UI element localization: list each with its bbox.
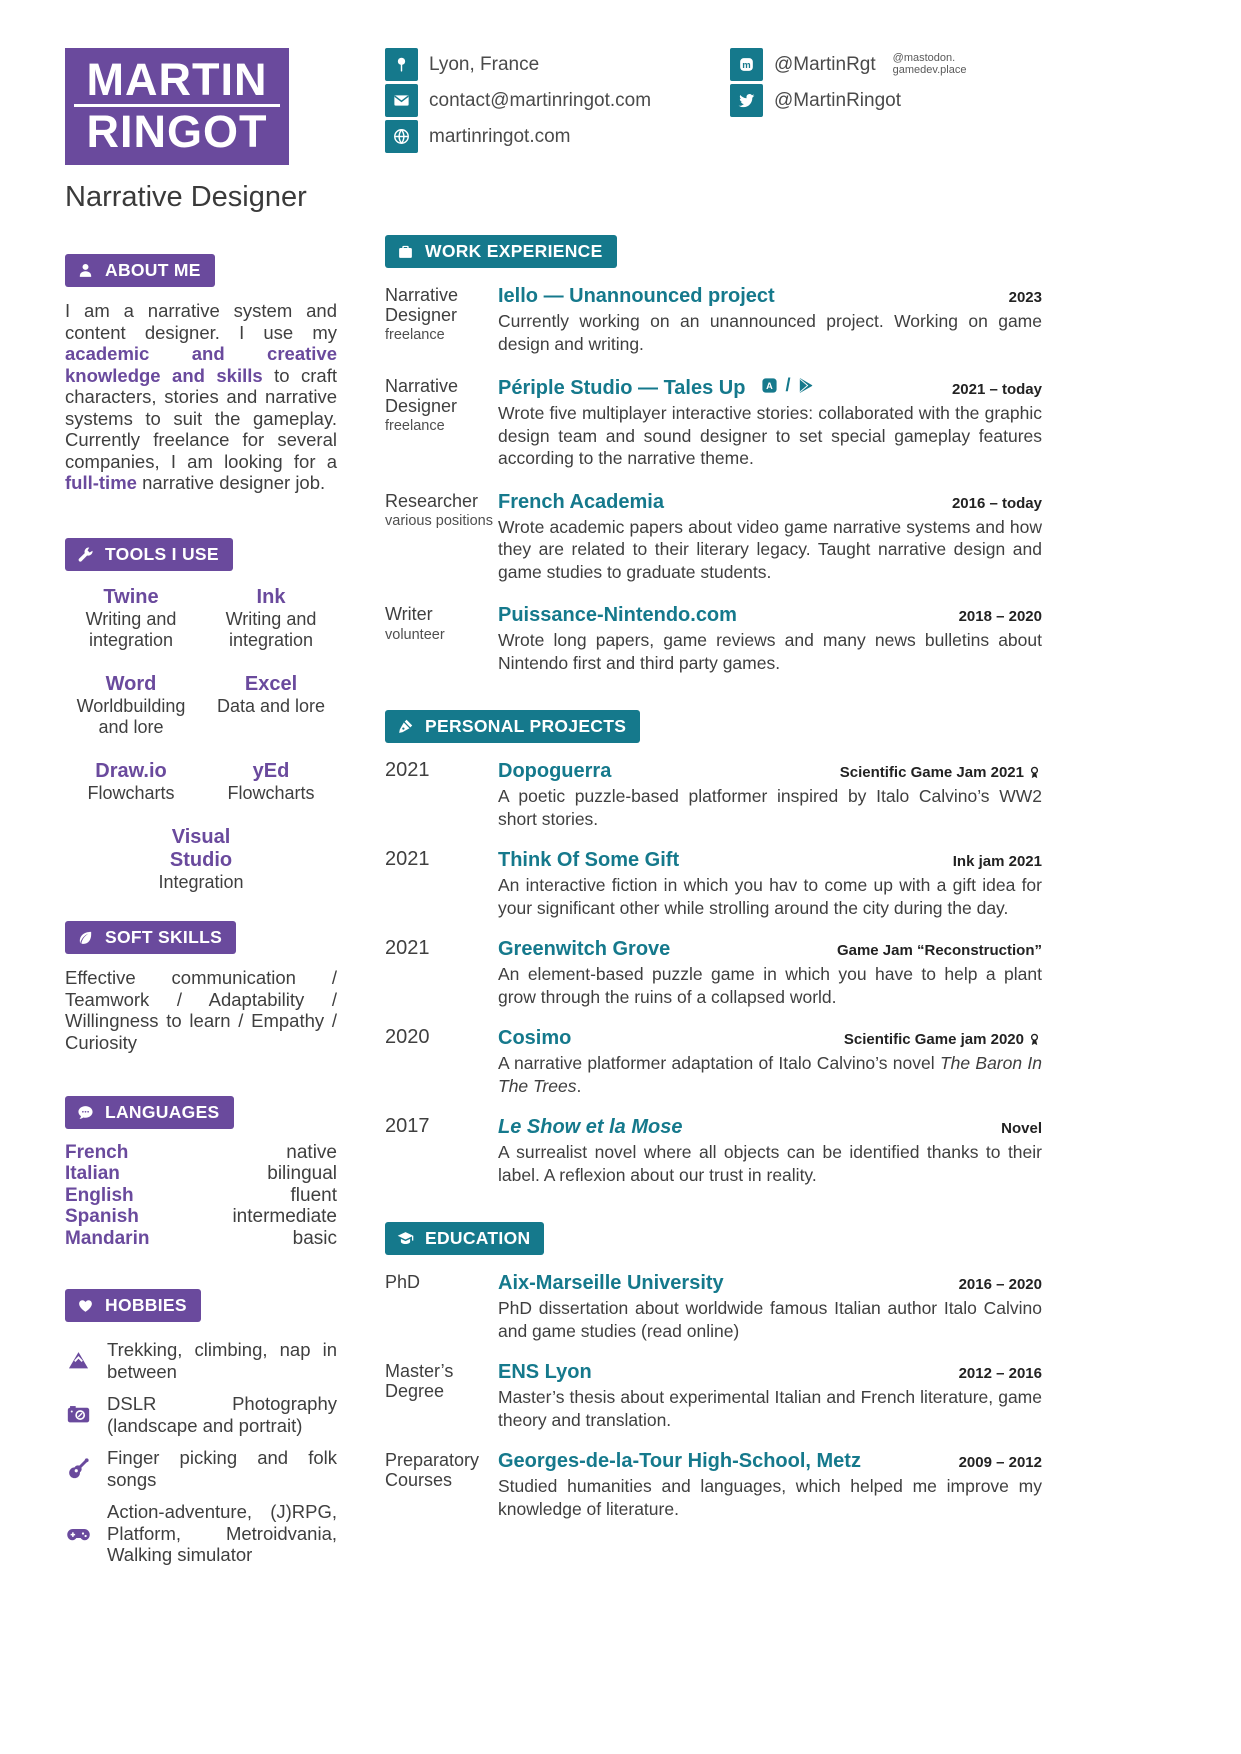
tool-name: Excel bbox=[244, 673, 298, 695]
project-year: 2021 bbox=[385, 759, 430, 781]
work-entry-body bbox=[498, 284, 1042, 355]
hobby-trekking bbox=[65, 1339, 337, 1382]
work-title-row bbox=[498, 603, 1042, 627]
project-year: 2021 bbox=[385, 937, 430, 959]
about-text-emphasis: academic and creative knowledge and skills bbox=[65, 343, 337, 386]
section-header-work-experience bbox=[385, 235, 617, 268]
section-title: ABOUT ME bbox=[105, 260, 201, 280]
work-date: 2016 – today bbox=[951, 494, 1042, 512]
svg-text:A: A bbox=[766, 380, 774, 391]
work-title-row bbox=[498, 375, 1042, 400]
hobby-text: Finger picking and folk songs bbox=[107, 1447, 337, 1490]
project-desc: An element-based puzzle game in which you have to help a plant grow through the ruins of a collapsed world. bbox=[498, 964, 1042, 1007]
section-title: EDUCATION bbox=[425, 1228, 531, 1248]
education-desc: Master’s thesis about experimental Italian and French literature, game theory and translation. bbox=[498, 1387, 1042, 1430]
hobby-video-games bbox=[65, 1501, 337, 1566]
project-desc: A surrealist novel where all objects can be identified thanks to their label. A reflexion about our trust in reality. bbox=[498, 1142, 1042, 1185]
tool-item-drawio bbox=[65, 760, 197, 804]
project-tag-text: Scientific Game jam 2020 bbox=[843, 1031, 1024, 1048]
education-desc: Studied humanities and languages, which helped me improve my knowledge of literature. bbox=[498, 1476, 1042, 1519]
hobbies-list bbox=[65, 1339, 337, 1566]
about-text-part: narrative designer job. bbox=[136, 472, 326, 493]
language-name: Spanish bbox=[65, 1206, 139, 1227]
hobby-photography bbox=[65, 1393, 337, 1436]
work-company: Périple Studio — Tales Up bbox=[498, 377, 746, 399]
tool-desc: Data and lore bbox=[216, 696, 326, 716]
guitar-icon bbox=[65, 1455, 92, 1482]
education-date: 2009 – 2012 bbox=[958, 1454, 1042, 1471]
contact-location-text: Lyon, France bbox=[429, 53, 540, 75]
language-name: English bbox=[65, 1184, 134, 1206]
tool-item-visual-studio bbox=[65, 826, 337, 893]
education-entry-phd bbox=[385, 1271, 1042, 1342]
education-entries bbox=[385, 1271, 1042, 1520]
tool-item-word bbox=[65, 673, 197, 738]
tool-item-excel bbox=[205, 673, 337, 738]
language-level: fluent bbox=[290, 1184, 337, 1206]
hobby-text: Action-adventure, (J)RPG, Platform, Metroidvania, Walking simulator bbox=[107, 1501, 337, 1565]
section-title: HOBBIES bbox=[105, 1295, 187, 1315]
contact-location bbox=[385, 48, 730, 81]
work-entry-role-col bbox=[385, 284, 498, 355]
education-title-row bbox=[498, 1271, 1042, 1295]
project-body bbox=[498, 937, 1042, 1008]
project-tag bbox=[830, 764, 1042, 781]
education-body bbox=[498, 1449, 1042, 1520]
hobby-text: DSLR Photography (landscape and portrait) bbox=[107, 1393, 337, 1436]
project-title-row bbox=[498, 1026, 1042, 1050]
work-company: Puissance-Nintendo.com bbox=[498, 604, 737, 626]
work-date: 2018 – 2020 bbox=[958, 608, 1042, 625]
contact-block bbox=[385, 48, 1042, 153]
work-role: Narrative Designer bbox=[385, 285, 459, 325]
project-title-row bbox=[498, 759, 1042, 783]
speech-bubble-icon bbox=[77, 1104, 94, 1121]
project-entry-greenwitch-grove bbox=[385, 937, 1042, 1008]
gamepad-icon bbox=[65, 1520, 92, 1547]
tools-grid bbox=[65, 586, 337, 893]
language-row bbox=[65, 1228, 337, 1250]
contact-mastodon-handle[interactable]: @MartinRgt bbox=[774, 53, 876, 75]
tool-desc: Writing and integration bbox=[225, 609, 317, 650]
person-icon bbox=[77, 262, 94, 279]
name-line-2: RINGOT bbox=[86, 106, 268, 157]
project-desc-part: A narrative platformer adaptation of Italo Calvino’s novel bbox=[498, 1053, 940, 1073]
education-degree: PhD bbox=[385, 1272, 421, 1292]
sidebar bbox=[65, 48, 337, 1566]
contact-email-text[interactable]: contact@martinringot.com bbox=[429, 89, 652, 111]
contact-email[interactable] bbox=[385, 84, 730, 117]
project-title-row bbox=[498, 937, 1042, 961]
language-row bbox=[65, 1163, 337, 1185]
project-year: 2017 bbox=[385, 1115, 430, 1137]
education-entry-masters bbox=[385, 1360, 1042, 1431]
about-text-emphasis: full-time bbox=[65, 472, 137, 493]
location-pin-icon bbox=[385, 48, 418, 81]
about-text bbox=[65, 300, 337, 494]
work-date: 2021 – today bbox=[951, 381, 1042, 398]
work-role: Narrative Designer bbox=[385, 376, 459, 416]
section-header-tools bbox=[65, 538, 233, 571]
project-entries bbox=[385, 759, 1042, 1186]
store-links bbox=[761, 375, 814, 396]
project-body bbox=[498, 1115, 1042, 1186]
work-entry-french-academia bbox=[385, 490, 1042, 584]
heart-icon bbox=[77, 1297, 94, 1314]
project-entry-le-show-et-la-mose bbox=[385, 1115, 1042, 1186]
work-entry-periple-studio bbox=[385, 375, 1042, 470]
job-title: Narrative Designer bbox=[65, 181, 307, 213]
work-entry-body bbox=[498, 375, 1042, 470]
work-entry-body bbox=[498, 490, 1042, 584]
section-title: TOOLS I USE bbox=[105, 544, 219, 564]
tool-desc: Flowcharts bbox=[227, 783, 315, 803]
medal-icon bbox=[1027, 1032, 1042, 1047]
project-name: Le Show et la Mose bbox=[498, 1116, 683, 1138]
education-body bbox=[498, 1271, 1042, 1342]
project-tag bbox=[834, 1031, 1042, 1048]
education-title-row bbox=[498, 1360, 1042, 1384]
project-body bbox=[498, 848, 1042, 919]
briefcase-icon bbox=[397, 243, 414, 260]
language-row bbox=[65, 1185, 337, 1207]
section-header-hobbies bbox=[65, 1289, 201, 1322]
work-entries bbox=[385, 284, 1042, 674]
language-row bbox=[65, 1206, 337, 1228]
project-tag-text: Scientific Game Jam 2021 bbox=[839, 764, 1024, 781]
contact-mastodon-host bbox=[893, 53, 967, 76]
project-entry-cosimo bbox=[385, 1026, 1042, 1097]
language-level: intermediate bbox=[232, 1206, 337, 1227]
section-title: SOFT SKILLS bbox=[105, 927, 223, 947]
section-header-soft-skills bbox=[65, 921, 236, 954]
contact-column-right bbox=[730, 48, 966, 153]
contact-mastodon[interactable] bbox=[730, 48, 966, 81]
contact-column-left bbox=[385, 48, 730, 153]
tool-name: Word bbox=[105, 673, 157, 695]
language-name: French bbox=[65, 1141, 129, 1163]
work-entry-puissance-nintendo bbox=[385, 603, 1042, 674]
section-header-personal-projects bbox=[385, 710, 640, 743]
work-desc: Wrote long papers, game reviews and many news bulletins about Nintendo first and third party games. bbox=[498, 630, 1042, 673]
project-body bbox=[498, 1026, 1042, 1097]
education-school: Aix-Marseille University bbox=[498, 1272, 724, 1294]
education-body bbox=[498, 1360, 1042, 1431]
project-title-row bbox=[498, 848, 1042, 872]
tool-name: Ink bbox=[256, 586, 286, 608]
project-title-row bbox=[498, 1115, 1042, 1139]
project-year: 2021 bbox=[385, 848, 430, 870]
work-title-row bbox=[498, 490, 1042, 514]
languages-list bbox=[65, 1142, 337, 1250]
project-desc: A poetic puzzle-based platformer inspired by Italo Calvino’s WW2 short stories. bbox=[498, 786, 1042, 829]
project-name: Cosimo bbox=[498, 1027, 572, 1049]
work-entry-iello bbox=[385, 284, 1042, 355]
section-title: LANGUAGES bbox=[105, 1101, 220, 1122]
globe-icon bbox=[385, 120, 418, 153]
language-level: basic bbox=[292, 1227, 337, 1249]
contact-twitter[interactable] bbox=[730, 84, 966, 117]
language-row bbox=[65, 1142, 337, 1164]
tool-desc: Integration bbox=[158, 872, 244, 892]
leaf-icon bbox=[77, 929, 94, 946]
education-degree: Preparatory Courses bbox=[385, 1450, 480, 1490]
mastodon-icon bbox=[730, 48, 763, 81]
section-title: PERSONAL PROJECTS bbox=[425, 716, 627, 736]
language-level: bilingual bbox=[267, 1163, 337, 1184]
work-role: Researcher bbox=[385, 490, 479, 511]
work-entry-role-col bbox=[385, 490, 498, 584]
tool-item-twine bbox=[65, 586, 197, 651]
education-school: Georges-de-la-Tour High-School, Metz bbox=[498, 1450, 861, 1472]
tool-desc: Flowcharts bbox=[87, 783, 175, 803]
hobby-guitar bbox=[65, 1447, 337, 1490]
work-role-type: freelance bbox=[385, 418, 445, 434]
language-name: Italian bbox=[65, 1163, 120, 1184]
svg-text:m: m bbox=[742, 60, 751, 72]
tool-name: Twine bbox=[103, 586, 159, 608]
wrench-icon bbox=[77, 546, 94, 563]
graduation-cap-icon bbox=[397, 1230, 414, 1247]
section-title: WORK EXPERIENCE bbox=[425, 241, 603, 261]
about-text-part: to craft characters, stories and narrative systems to suit the gameplay. Currently freelance for several companies, I am looking for a bbox=[65, 364, 337, 472]
project-year: 2020 bbox=[385, 1026, 430, 1048]
name-line-1: MARTIN bbox=[86, 54, 268, 105]
mountain-icon bbox=[65, 1347, 92, 1374]
section-header-languages bbox=[65, 1096, 234, 1129]
education-degree: Master’s Degree bbox=[385, 1361, 454, 1401]
name-logo bbox=[65, 48, 289, 165]
education-title-row bbox=[498, 1449, 1042, 1473]
main-column bbox=[385, 48, 1042, 1520]
tool-item-yed bbox=[205, 760, 337, 804]
twitter-icon bbox=[730, 84, 763, 117]
about-text-part: I am a narrative system and content designer. I use my bbox=[65, 300, 337, 343]
work-role-type: various positions bbox=[385, 513, 493, 529]
app-store-icon[interactable] bbox=[761, 377, 778, 394]
tool-name: yEd bbox=[252, 760, 290, 782]
work-role-type: volunteer bbox=[385, 626, 445, 643]
work-desc: Wrote academic papers about video game narrative systems and how they are related to their literary legacy. Taught narrative design and game studies to graduate students. bbox=[498, 516, 1042, 582]
section-header-about-me bbox=[65, 254, 215, 287]
language-name: Mandarin bbox=[65, 1227, 150, 1249]
work-entry-body bbox=[498, 603, 1042, 674]
contact-twitter-handle[interactable]: @MartinRingot bbox=[774, 89, 901, 111]
work-entry-role-col bbox=[385, 603, 498, 674]
soft-skills-text: Effective communication / Teamwork / Adaptability / Willingness to learn / Empathy / Curiosity bbox=[65, 967, 337, 1053]
google-play-icon[interactable] bbox=[797, 377, 814, 394]
project-desc-novel-title: The Baron In The Trees bbox=[498, 1053, 1042, 1096]
project-tag: Game Jam “Reconstruction” bbox=[836, 942, 1042, 959]
project-body bbox=[498, 759, 1042, 830]
work-role-type: freelance bbox=[385, 327, 445, 343]
project-tag: Novel bbox=[1001, 1120, 1042, 1137]
work-entry-role-col bbox=[385, 375, 498, 470]
medal-icon bbox=[1027, 765, 1042, 780]
section-header-education bbox=[385, 1222, 544, 1255]
mastodon-host-line: gamedev.place bbox=[892, 63, 967, 76]
tool-name: Visual Studio bbox=[169, 826, 233, 871]
tool-item-ink bbox=[205, 586, 337, 651]
work-desc: Currently working on an unannounced project. Working on game design and writing. bbox=[498, 311, 1042, 354]
pen-nib-icon bbox=[397, 718, 414, 735]
tool-name: Draw.io bbox=[95, 760, 167, 782]
tool-desc: Writing and integration bbox=[85, 609, 177, 650]
work-date: 2023 bbox=[1008, 289, 1042, 306]
education-date: 2016 – 2020 bbox=[958, 1276, 1042, 1293]
work-desc: Wrote five multiplayer interactive stories: collaborated with the graphic design team and sound designer to set special gameplay features according to the narrative theme. bbox=[498, 403, 1042, 468]
work-company: Iello — Unannounced project bbox=[498, 285, 775, 307]
project-desc-part: . bbox=[576, 1075, 582, 1096]
education-desc: PhD dissertation about worldwide famous Italian author Italo Calvino and game studies (read online) bbox=[498, 1298, 1042, 1341]
work-title-row bbox=[498, 284, 1042, 308]
contact-website[interactable] bbox=[385, 120, 730, 153]
project-tag: Ink jam 2021 bbox=[952, 853, 1042, 870]
hobby-text: Trekking, climbing, nap in between bbox=[107, 1339, 337, 1382]
camera-icon bbox=[65, 1401, 92, 1428]
envelope-icon bbox=[385, 84, 418, 117]
tool-desc: Worldbuilding and lore bbox=[76, 696, 186, 737]
project-entry-think-of-some-gift bbox=[385, 848, 1042, 919]
education-school: ENS Lyon bbox=[498, 1361, 592, 1383]
project-desc bbox=[498, 1052, 1042, 1097]
project-name: Dopoguerra bbox=[498, 760, 612, 782]
work-company: French Academia bbox=[498, 490, 664, 513]
project-entry-dopoguerra bbox=[385, 759, 1042, 830]
project-desc: An interactive fiction in which you hav to come up with a gift idea for your significant other while strolling around the city during the day. bbox=[498, 875, 1042, 918]
contact-website-text[interactable]: martinringot.com bbox=[429, 125, 571, 147]
store-separator: / bbox=[785, 375, 791, 395]
education-entry-preparatory bbox=[385, 1449, 1042, 1520]
language-level: native bbox=[286, 1141, 337, 1163]
work-role: Writer bbox=[385, 604, 433, 624]
project-name: Greenwitch Grove bbox=[498, 938, 671, 960]
mastodon-host-line: @mastodon. bbox=[892, 52, 956, 64]
education-date: 2012 – 2016 bbox=[958, 1365, 1042, 1382]
project-name: Think Of Some Gift bbox=[498, 849, 680, 871]
